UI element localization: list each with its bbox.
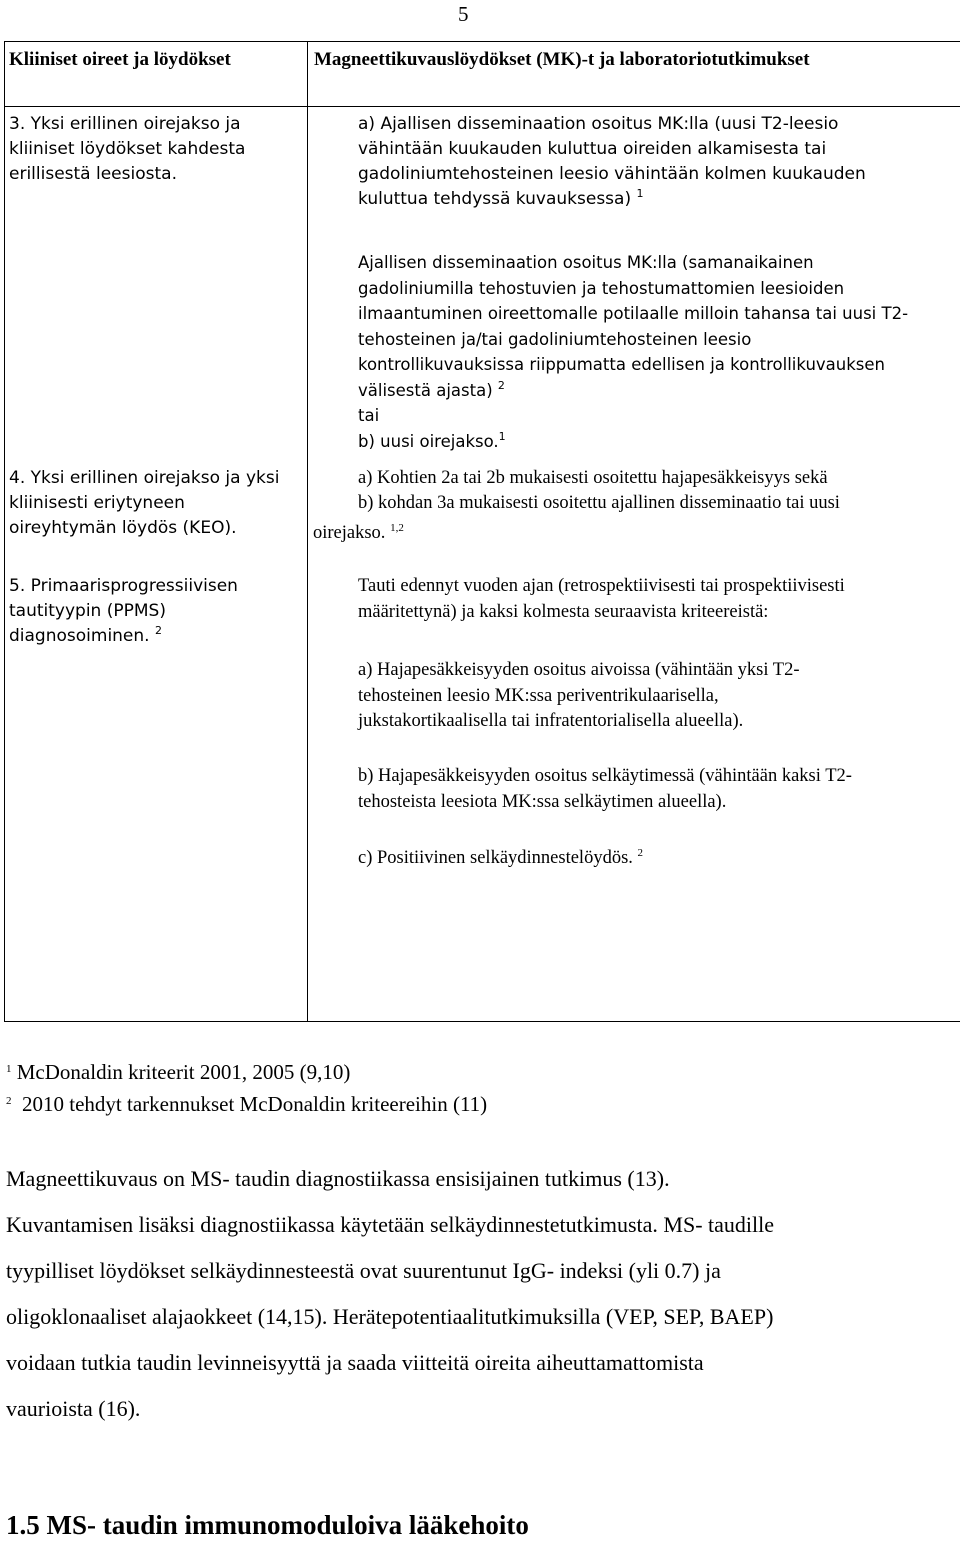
row4-left [9,466,279,541]
row5-a [358,658,800,735]
row5-b-line: b) Hajapesäkkeisyyden osoitus selkäytimessä (vähintään kaksi T2- [358,766,852,786]
page-number: 5 [458,2,469,26]
footnote-ref: 2 [497,378,505,392]
row3-right-a-line: a) Ajallisen disseminaation osoitus MK:lla (uusi T2-leesio [358,114,839,134]
body-line: voidaan tutkia taudin levinneisyyttä ja saada viitteitä oireita aiheuttamattomista [6,1350,704,1375]
row3-left-line: erillisestä leesiosta. [9,164,177,184]
row5-c-wrap [358,846,643,872]
body-line: vaurioista (16). [6,1396,141,1421]
row3-right-b-line: välisestä ajasta) [358,380,493,400]
row3-right-b-line: Ajallisen disseminaation osoitus MK:lla (samanaikainen [358,253,814,272]
footnote-2-text: 2010 tehdyt tarkennukset McDonaldin kriteereihin (11) [22,1092,488,1116]
footnote-2 [6,1089,487,1119]
row3-right-c: b) uusi oirejakso. [358,431,499,451]
row3-right-a [358,112,866,212]
row5-b-line: tehosteista leesiota MK:ssa selkäytimen alueella). [358,791,727,812]
row5-b [358,764,852,815]
row3-right-b-line: kontrollikuvauksissa riippumatta edellisen ja kontrollikuvauksen [358,355,885,374]
footnote-ref: 2 [154,624,162,637]
row3-left-line: 3. Yksi erillinen oirejakso ja [9,114,241,134]
row5-left [9,574,238,649]
row4-right-c: oirejakso. [313,523,386,543]
footnote-1-text: McDonaldin kriteerit 2001, 2005 (9,10) [16,1060,351,1084]
row3-right-b-line: tehosteinen ja/tai gadoliniumtehosteinen leesio [358,329,752,349]
col2-header: Magneettikuvauslöydökset (MK)-t ja laboratoriotutkimukset [314,49,810,70]
row5-left-line: diagnosoiminen. [9,626,150,646]
footnote-ref: 1 [636,187,644,200]
footnote-ref: 1,2 [390,522,404,534]
row4-left-line: kliinisesti eriytyneen [9,493,185,513]
row5-intro-line: Tauti edennyt vuoden ajan (retrospektiivisesti tai prospektiivisesti [358,576,845,596]
row3-left [9,112,245,187]
criteria-left-cell [5,107,308,1022]
body-line: oligoklonaaliset alajaokkeet (14,15). Herätepotentiaalitutkimuksilla (VEP, SEP, BAEP) [6,1304,774,1329]
footnote-mark: 2 [6,1095,12,1107]
row5-intro [358,574,845,625]
row5-left-line: 5. Primaarisprogressiivisen [9,576,238,596]
row3-left-line: kliiniset löydökset kahdesta [9,139,246,159]
row5-a-line: a) Hajapesäkkeisyyden osoitus aivoissa (vähintään yksi T2- [358,660,800,680]
row3-right-a-line: gadoliniumtehosteinen leesio vähintään kolmen kuukauden [358,164,866,184]
body-line: Kuvantamisen lisäksi diagnostiikassa käytetään selkäydinnestetutkimusta. MS- taudille [6,1212,775,1237]
section-heading: 1.5 MS- taudin immunomoduloiva lääkehoito [6,1510,529,1540]
row5-left-line: tautityypin (PPMS) [9,601,166,621]
row4-left-line: oireyhtymän löydös (KEO). [9,518,237,538]
row4-right-a: a) Kohtien 2a tai 2b mukaisesti osoitettu hajapesäkkeisyys sekä [358,468,828,488]
row3-right-b-line: gadoliniumilla tehostuvien ja tehostumattomien leesioiden [358,278,845,298]
footnote-ref: 1 [498,429,506,443]
row3-right-a-line: kuluttua tehdyssä kuvauksessa) [358,189,632,209]
row3-right-tai: tai [358,406,380,425]
col1-header-cell [5,42,308,107]
row4-right-b: b) kohdan 3a mukaisesti osoitettu ajallinen disseminaatio tai uusi [358,493,840,513]
footnote-ref: 2 [637,847,644,859]
row5-intro-line: määritettynä) ja kaksi kolmesta seuraavista kriteereistä: [358,601,769,622]
row5-c: c) Positiivinen selkäydinnestelöydös. [358,848,633,868]
row4-right-c-wrap [313,521,404,547]
body-line: Magneettikuvaus on MS- taudin diagnostiikassa ensisijainen tutkimus (13). [6,1166,670,1191]
row3-right-b-line: ilmaantuminen oireettomalle potilaalle milloin tahansa tai uusi T2- [358,304,909,323]
row4-left-line: 4. Yksi erillinen oirejakso ja yksi [9,468,280,488]
body-paragraph [6,1156,774,1432]
row5-a-line: tehosteinen leesio MK:ssa periventrikulaarisella, [358,685,719,706]
col1-header: Kliiniset oireet ja löydökset [9,49,231,70]
footnote-1 [6,1057,350,1087]
row3-right-b [358,250,908,454]
col2-header-cell [308,42,960,107]
footnote-mark: 1 [6,1063,12,1075]
body-line: tyypilliset löydökset selkäydinnesteestä ovat suurentunut IgG- indeksi (yli 0.7) ja [6,1258,721,1283]
row5-a-line: jukstakortikaalisella tai infratentorialisella alueella). [358,711,744,731]
criteria-right-cell [308,107,960,1022]
row3-right-a-line: vähintään kuukauden kuluttua oireiden alkamisesta tai [358,139,827,159]
